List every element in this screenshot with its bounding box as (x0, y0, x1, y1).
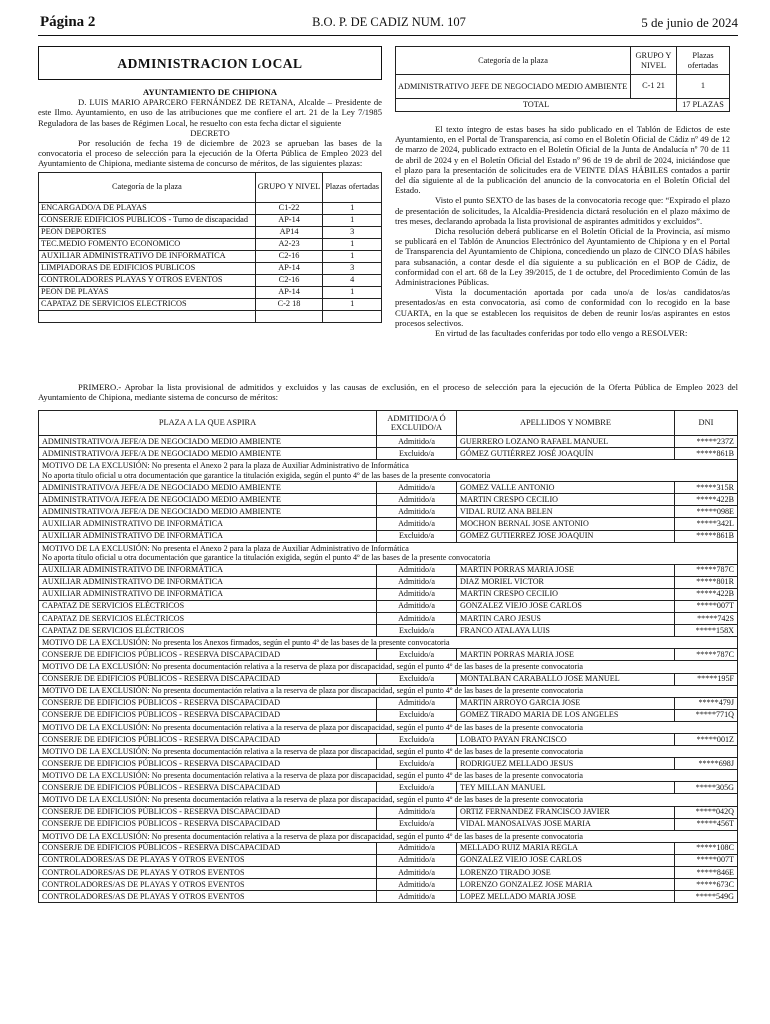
nombre-cell: VIDAL RUIZ ANA BELEN (457, 506, 675, 518)
nombre-cell: GONZALEZ VIEJO JOSE CARLOS (457, 600, 675, 612)
nombre-cell: MARTIN CRESPO CECILIO (457, 494, 675, 506)
plaza-grupo: C-2 18 (255, 298, 323, 310)
paragraph-resolver: En virtud de las facultades conferidas por todo ello vengo a RESOLVER: (435, 328, 688, 339)
plaza-cell: AUXILIAR ADMINISTRATIVO DE INFORMÁTICA (39, 564, 377, 576)
plaza-count: 1 (323, 214, 382, 226)
plazas-table-continued (395, 46, 730, 112)
decreto-heading: DECRETO (190, 127, 230, 138)
plazas-header-grupo: GRUPO Y NIVEL (255, 172, 323, 202)
nombre-cell: MOCHON BERNAL JOSE ANTONIO (457, 518, 675, 530)
page-header (40, 14, 738, 34)
dni-cell: *****861B (675, 448, 738, 460)
ayuntamiento-title: AYUNTAMIENTO DE CHIPIONA (142, 87, 278, 97)
table-row (39, 286, 382, 298)
nombre-cell: MONTALBAN CARABALLO JOSE MANUEL (457, 673, 675, 685)
dni-cell: *****673C (675, 879, 738, 891)
table-row (39, 202, 382, 214)
nombre-cell: LOBATO PAYAN FRANCISCO (457, 733, 675, 745)
plaza-cell: CONTROLADORES/AS DE PLAYAS Y OTROS EVENTOS (39, 854, 377, 866)
table-row (39, 758, 738, 770)
estado-cell: Excluido/a (377, 448, 457, 460)
estado-cell: Admitido/a (377, 588, 457, 600)
estado-cell: Excluido/a (377, 782, 457, 794)
table-row (39, 782, 738, 794)
nombre-cell: MARTIN ARROYO GARCIA JOSE (457, 697, 675, 709)
plaza-cell: CAPATAZ DE SERVICIOS ELÉCTRICOS (39, 625, 377, 637)
estado-cell: Excluido/a (377, 758, 457, 770)
plaza-grupo: AP-14 (255, 214, 323, 226)
plaza-cell: CONTROLADORES/AS DE PLAYAS Y OTROS EVENTOS (39, 891, 377, 903)
plaza-cell: CONSERJE DE EDIFICIOS PÚBLICOS - RESERVA DISCAPACIDAD (39, 818, 377, 830)
dni-cell: *****479J (675, 697, 738, 709)
estado-cell: Admitido/a (377, 842, 457, 854)
nombre-cell: MELLADO RUIZ MARIA REGLA (457, 842, 675, 854)
estado-cell: Admitido/a (377, 506, 457, 518)
paragraph-resolucion-bop: Dicha resolución deberá publicarse en el Boletín Oficial de la Provincia, así mismo se publicará en el Tablón de Anuncios Electrónico del Ayuntamiento de Chipiona y en el Portal de Transparencia del Ayuntamiento de Chipiona, concediendo un plazo de CINCO DÍAS hábiles para subsanación, a contar desde el día siguiente a su publicación en el BOP de Cádiz, de conformidad con el art. 68 de la Ley 39/2015, de 1 de octubre, del Procedimiento Común de las Administraciones Públicas. (395, 226, 730, 288)
dni-cell: *****742S (675, 613, 738, 625)
table-row (39, 518, 738, 530)
estado-cell: Admitido/a (377, 482, 457, 494)
exclusion-reason-text: MOTIVO DE LA EXCLUSIÓN: No presenta documentación relativa a la reserva de plaza por discapacidad, según el punto 4º de las bases de la presente convocatoria (42, 722, 584, 732)
dni-cell: *****098E (675, 506, 738, 518)
plaza-cell: CONTROLADORES/AS DE PLAYAS Y OTROS EVENTOS (39, 879, 377, 891)
left-column (38, 46, 382, 323)
plazas-header-cat: Categoría de la plaza (39, 172, 256, 202)
page-number: Página 2 (40, 14, 96, 30)
exclusion-reason-row (39, 661, 738, 673)
exclusion-reason-row (39, 770, 738, 782)
header-nombre: APELLIDOS Y NOMBRE (457, 411, 675, 436)
exclusion-reason (39, 830, 738, 842)
nombre-cell: VIDAL MANOSALVAS JOSE MARIA (457, 818, 675, 830)
admitidos-excluidos-table (38, 410, 738, 903)
exclusion-reason-text: MOTIVO DE LA EXCLUSIÓN: No presenta el Anexo 2 para la plaza de Auxiliar Administrativo de Informática (42, 543, 409, 553)
exclusion-reason-detail: No aporta título oficial u otra documentación que garantice la titulación exigida, según el punto 4º de las bases de la presente convocatoria (42, 553, 491, 563)
table-row-empty (39, 310, 382, 322)
nombre-cell: MARTIN CARO JESUS (457, 613, 675, 625)
dni-cell: *****422B (675, 588, 738, 600)
plaza-category: AUXILIAR ADMINISTRATIVO DE INFORMATICA (39, 250, 256, 262)
right-column (395, 46, 730, 338)
dni-cell: *****007T (675, 600, 738, 612)
estado-cell: Admitido/a (377, 867, 457, 879)
estado-cell: Admitido/a (377, 494, 457, 506)
plaza-cell: ADMINISTRATIVO/A JEFE/A DE NEGOCIADO MEDIO AMBIENTE (39, 494, 377, 506)
estado-cell: Admitido/a (377, 806, 457, 818)
estado-cell: Excluido/a (377, 673, 457, 685)
exclusion-reason (39, 661, 738, 673)
exclusion-reason-row (39, 794, 738, 806)
rt-header-plazas: Plazas ofertadas (677, 47, 730, 75)
table-row (39, 448, 738, 460)
dni-cell: *****158X (675, 625, 738, 637)
header-dni: DNI (675, 411, 738, 436)
plaza-grupo: C2-16 (255, 250, 323, 262)
nombre-cell: DIAZ MORIEL VICTOR (457, 576, 675, 588)
estado-cell: Admitido/a (377, 436, 457, 448)
bulletin-title: B.O. P. DE CADIZ NUM. 107 (312, 15, 466, 29)
exclusion-reason (39, 637, 738, 649)
dni-cell: *****042Q (675, 806, 738, 818)
table-row (39, 673, 738, 685)
nombre-cell: RODRIGUEZ MELLADO JESUS (457, 758, 675, 770)
plaza-count: 1 (323, 298, 382, 310)
table-row (39, 697, 738, 709)
estado-cell: Excluido/a (377, 709, 457, 721)
plaza-grupo: C2-16 (255, 274, 323, 286)
nombre-cell: GOMEZ GUTIERREZ JOSE JOAQUIN (457, 530, 675, 542)
header-rule (38, 35, 738, 36)
estado-cell: Admitido/a (377, 697, 457, 709)
table-row (39, 867, 738, 879)
exclusion-reason-text: MOTIVO DE LA EXCLUSIÓN: No presenta los Anexos firmados, según el punto 4º de las bases de la presente convocatoria (42, 638, 450, 648)
table-row (39, 733, 738, 745)
exclusion-reason-text: MOTIVO DE LA EXCLUSIÓN: No presenta documentación relativa a la reserva de plaza por discapacidad, según el punto 4º de las bases de la presente convocatoria (42, 771, 584, 781)
plaza-cell: CAPATAZ DE SERVICIOS ELÉCTRICOS (39, 600, 377, 612)
empty-cell (39, 310, 256, 322)
plaza-cell: ADMINISTRATIVO/A JEFE/A DE NEGOCIADO MEDIO AMBIENTE (39, 436, 377, 448)
empty-cell (323, 310, 382, 322)
exclusion-reason (39, 794, 738, 806)
dni-cell: *****001Z (675, 733, 738, 745)
plaza-category: PEON DEPORTES (39, 226, 256, 238)
exclusion-reason-text: MOTIVO DE LA EXCLUSIÓN: No presenta documentación relativa a la reserva de plaza por discapacidad, según el punto 4º de las bases de la presente convocatoria (42, 795, 584, 805)
exclusion-reason (39, 685, 738, 697)
table-row (39, 214, 382, 226)
plaza-cell: AUXILIAR ADMINISTRATIVO DE INFORMÁTICA (39, 530, 377, 542)
exclusion-reason-text: MOTIVO DE LA EXCLUSIÓN: No presenta documentación relativa a la reserva de plaza por discapacidad, según el punto 4º de las bases de la presente convocatoria (42, 746, 584, 756)
table-row (39, 842, 738, 854)
table-row (39, 274, 382, 286)
empty-cell (255, 310, 323, 322)
dni-cell: *****698J (675, 758, 738, 770)
rt-cell-plazas: 1 (677, 75, 730, 99)
table-row (39, 806, 738, 818)
exclusion-reason-row (39, 746, 738, 758)
table-row (39, 891, 738, 903)
table-row (39, 238, 382, 250)
rt-header-cat: Categoría de la plaza (396, 47, 631, 75)
header-plaza: PLAZA A LA QUE ASPIRA (39, 411, 377, 436)
plaza-cell: AUXILIAR ADMINISTRATIVO DE INFORMÁTICA (39, 518, 377, 530)
exclusion-reason-row (39, 685, 738, 697)
table-row (39, 854, 738, 866)
plaza-category: TEC.MEDIO FOMENTO ECONOMICO (39, 238, 256, 250)
exclusion-reason (39, 770, 738, 782)
primero-paragraph: PRIMERO.- Aprobar la lista provisional de admitidos y excluidos y las causas de exclusión, en el proceso de selección para la ejecución de la Oferta Pública de Empleo 2023 del Ayuntamiento de Chipiona, mediante sistema de concurso de méritos: (38, 382, 738, 403)
dni-cell: *****315R (675, 482, 738, 494)
total-value: 17 PLAZAS (677, 99, 730, 112)
exclusion-reason (39, 746, 738, 758)
exclusion-reason-text: MOTIVO DE LA EXCLUSIÓN: No presenta documentación relativa a la reserva de plaza por discapacidad, según el punto 4º de las bases de la presente convocatoria (42, 662, 584, 672)
table-row (39, 262, 382, 274)
plaza-grupo: AP-14 (255, 262, 323, 274)
table-row (39, 818, 738, 830)
table-row (39, 226, 382, 238)
plaza-cell: CAPATAZ DE SERVICIOS ELÉCTRICOS (39, 613, 377, 625)
exclusion-reason-row (39, 637, 738, 649)
plaza-cell: CONSERJE DE EDIFICIOS PÚBLICOS - RESERVA DISCAPACIDAD (39, 673, 377, 685)
plaza-cell: CONTROLADORES/AS DE PLAYAS Y OTROS EVENTOS (39, 867, 377, 879)
dni-cell: *****237Z (675, 436, 738, 448)
estado-cell: Excluido/a (377, 625, 457, 637)
table-row (39, 649, 738, 661)
section-title: ADMINISTRACION LOCAL (38, 46, 382, 80)
estado-cell: Excluido/a (377, 733, 457, 745)
exclusion-reason-row (39, 460, 738, 482)
table-row (39, 436, 738, 448)
nombre-cell: MARTIN PORRAS MARIA JOSE (457, 564, 675, 576)
plaza-cell: CONSERJE DE EDIFICIOS PÚBLICOS - RESERVA DISCAPACIDAD (39, 758, 377, 770)
plaza-category: PEON DE PLAYAS (39, 286, 256, 298)
nombre-cell: MARTIN CRESPO CECILIO (457, 588, 675, 600)
plaza-category: ENCARGADO/A DE PLAYAS (39, 202, 256, 214)
plaza-count: 1 (323, 250, 382, 262)
resolucion-paragraph: Por resolución de fecha 19 de diciembre de 2023 se aprueban las bases de la convocatoria el proceso de selección para la ejecución de la Oferta Pública de Empleo 2023 del Ayuntamiento de Chipiona, mediante sistema de concurso de méritos, de las siguientes plazas: (38, 138, 382, 169)
plaza-grupo: AP-14 (255, 286, 323, 298)
table-row (39, 613, 738, 625)
dni-cell: *****195F (675, 673, 738, 685)
estado-cell: Admitido/a (377, 564, 457, 576)
nombre-cell: LORENZO GONZALEZ JOSE MARIA (457, 879, 675, 891)
plaza-cell: ADMINISTRATIVO/A JEFE/A DE NEGOCIADO MEDIO AMBIENTE (39, 448, 377, 460)
nombre-cell: TEY MILLAN MANUEL (457, 782, 675, 794)
estado-cell: Admitido/a (377, 518, 457, 530)
table-row (39, 588, 738, 600)
nombre-cell: GOMEZ TIRADO MARIA DE LOS ANGELES (457, 709, 675, 721)
plaza-count: 1 (323, 286, 382, 298)
rt-cell-grupo: C-1 21 (631, 75, 677, 99)
plaza-cell: ADMINISTRATIVO/A JEFE/A DE NEGOCIADO MEDIO AMBIENTE (39, 506, 377, 518)
plaza-category: LIMPIADORAS DE EDIFICIOS PUBLICOS (39, 262, 256, 274)
plaza-cell: AUXILIAR ADMINISTRATIVO DE INFORMÁTICA (39, 576, 377, 588)
estado-cell: Admitido/a (377, 854, 457, 866)
paragraph-sexto: Visto el punto SEXTO de las bases de la convocatoria recoge que: “Expirado el plazo de presentación de solicitudes, la Alcaldía-Presidencia dictará resolución en el plazo máximo de tres meses, declarando aprobada la lista provisional de aspirantes admitidos y excluidos”. (395, 195, 730, 226)
plaza-cell: CONSERJE DE EDIFICIOS PÚBLICOS - RESERVA DISCAPACIDAD (39, 697, 377, 709)
exclusion-reason (39, 542, 738, 564)
plaza-cell: ADMINISTRATIVO/A JEFE/A DE NEGOCIADO MEDIO AMBIENTE (39, 482, 377, 494)
table-row (396, 75, 730, 99)
plaza-grupo: A2-23 (255, 238, 323, 250)
exclusion-reason-row (39, 721, 738, 733)
table-row (39, 482, 738, 494)
table-row (39, 530, 738, 542)
nombre-cell: MARTIN PORRAS MARIA JOSE (457, 649, 675, 661)
plazas-header-plazas: Plazas ofertadas (323, 172, 382, 202)
table-row (39, 709, 738, 721)
dni-cell: *****801R (675, 576, 738, 588)
plaza-cell: CONSERJE DE EDIFICIOS PÚBLICOS - RESERVA DISCAPACIDAD (39, 733, 377, 745)
exclusion-reason-row (39, 830, 738, 842)
exclusion-reason-text: MOTIVO DE LA EXCLUSIÓN: No presenta el Anexo 2 para la plaza de Auxiliar Administrativo de Informática (42, 461, 409, 471)
nombre-cell: GÓMEZ GUTIÉRREZ JOSÉ JOAQUÍN (457, 448, 675, 460)
plaza-cell: CONSERJE DE EDIFICIOS PÚBLICOS - RESERVA DISCAPACIDAD (39, 649, 377, 661)
plaza-count: 4 (323, 274, 382, 286)
paragraph-documentacion: Vista la documentación aportada por cada uno/a de los/as candidatos/as presentados/as en esta convocatoria, así como de conformidad con lo recogido en la base CUARTA, en la que se establecen los requisitos de deben de reunir los/as aspirantes en estos procesos selectivos. (395, 287, 730, 328)
dni-cell: *****549G (675, 891, 738, 903)
table-row (39, 494, 738, 506)
exclusion-reason-detail: No aporta título oficial u otra documentación que garantice la titulación exigida, según el punto 4º de las bases de la presente convocatoria (42, 470, 491, 480)
table-row (39, 879, 738, 891)
nombre-cell: ORTIZ FERNANDEZ FRANCISCO JAVIER (457, 806, 675, 818)
table-row (39, 564, 738, 576)
plaza-cell: CONSERJE DE EDIFICIOS PÚBLICOS - RESERVA DISCAPACIDAD (39, 782, 377, 794)
nombre-cell: LOPEZ MELLADO MARIA JOSE (457, 891, 675, 903)
table-row (39, 600, 738, 612)
plaza-cell: CONSERJE DE EDIFICIOS PÚBLICOS - RESERVA DISCAPACIDAD (39, 806, 377, 818)
estado-cell: Admitido/a (377, 576, 457, 588)
plaza-count: 1 (323, 202, 382, 214)
exclusion-reason-text: MOTIVO DE LA EXCLUSIÓN: No presenta documentación relativa a la reserva de plaza por discapacidad, según el punto 4º de las bases de la presente convocatoria (42, 686, 584, 696)
table-row (39, 298, 382, 310)
plaza-count: 1 (323, 238, 382, 250)
plaza-count: 3 (323, 226, 382, 238)
intro-paragraph: D. LUIS MARIO APARCERO FERNÁNDEZ DE RETANA, Alcalde – Presidente de este Ilmo. Ayuntamiento, en uso de las atribuciones que me confiere el art. 21 de la Ley 7/1985 Reguladora de las bases de Régimen Local, he resuelto con esta fecha dictar el siguiente (38, 97, 382, 128)
plaza-grupo: C1-22 (255, 202, 323, 214)
nombre-cell: GUERRERO LOZANO RAFAEL MANUEL (457, 436, 675, 448)
plaza-category: CONTROLADORES PLAYAS Y OTROS EVENTOS (39, 274, 256, 286)
table-row (39, 576, 738, 588)
dni-cell: *****456T (675, 818, 738, 830)
dni-cell: *****787C (675, 564, 738, 576)
plaza-count: 3 (323, 262, 382, 274)
nombre-cell: LORENZO TIRADO JOSE (457, 867, 675, 879)
table-row (39, 625, 738, 637)
paragraph-publicacion: El texto íntegro de estas bases ha sido publicado en el Tablón de Edictos de este Ayuntamiento, en el Portal de Transparencia, así como en el Boletín Oficial de Cádiz nº 49 de 12 de marzo de 2024, publicado extracto en el Boletín Oficial de la Junta de Andalucía nº 70 de 11 de abril de 2024 y en el Boletín Oficial del Estado nº 96 de 19 de abril de 2024, iniciándose que el plazo para la presentación de solicitudes era de VEINTE DÍAS HÁBILES contados a partir del día siguiente al de la publicación del anuncio de la convocatoria en el Boletín Oficial del Estado. (395, 124, 730, 196)
plaza-category: CONSERJE EDIFICIOS PUBLICOS - Turno de discapacidad (39, 214, 256, 226)
exclusion-reason (39, 721, 738, 733)
plaza-grupo: AP14 (255, 226, 323, 238)
estado-cell: Excluido/a (377, 649, 457, 661)
nombre-cell: FRANCO ATALAYA LUIS (457, 625, 675, 637)
dni-cell: *****108C (675, 842, 738, 854)
nombre-cell: GOMEZ VALLE ANTONIO (457, 482, 675, 494)
estado-cell: Admitido/a (377, 891, 457, 903)
plaza-cell: CONSERJE DE EDIFICIOS PÚBLICOS - RESERVA DISCAPACIDAD (39, 842, 377, 854)
estado-cell: Excluido/a (377, 530, 457, 542)
rt-header-grupo: GRUPO Y NIVEL (631, 47, 677, 75)
dni-cell: *****771Q (675, 709, 738, 721)
total-row (396, 99, 730, 112)
estado-cell: Admitido/a (377, 613, 457, 625)
table-row (39, 506, 738, 518)
dni-cell: *****342L (675, 518, 738, 530)
plaza-cell: AUXILIAR ADMINISTRATIVO DE INFORMÁTICA (39, 588, 377, 600)
table-row (39, 250, 382, 262)
estado-cell: Excluido/a (377, 818, 457, 830)
exclusion-reason (39, 460, 738, 482)
dni-cell: *****787C (675, 649, 738, 661)
exclusion-reason-text: MOTIVO DE LA EXCLUSIÓN: No presenta documentación relativa a la reserva de plaza por discapacidad, según el punto 4º de las bases de la presente convocatoria (42, 831, 584, 841)
header-estado: ADMITIDO/A Ó EXCLUIDO/A (377, 411, 457, 436)
estado-cell: Admitido/a (377, 879, 457, 891)
dni-cell: *****007T (675, 854, 738, 866)
dni-cell: *****305G (675, 782, 738, 794)
plaza-category: CAPATAZ DE SERVICIOS ELECTRICOS (39, 298, 256, 310)
exclusion-reason-row (39, 542, 738, 564)
plazas-table (38, 172, 382, 323)
nombre-cell: GONZALEZ VIEJO JOSE CARLOS (457, 854, 675, 866)
rt-cell-cat: ADMINISTRATIVO JEFE DE NEGOCIADO MEDIO AMBIENTE (396, 75, 631, 99)
total-label: TOTAL (396, 99, 677, 112)
plaza-cell: CONSERJE DE EDIFICIOS PÚBLICOS - RESERVA DISCAPACIDAD (39, 709, 377, 721)
dni-cell: *****846E (675, 867, 738, 879)
dni-cell: *****861B (675, 530, 738, 542)
publication-date: 5 de junio de 2024 (641, 15, 738, 30)
dni-cell: *****422B (675, 494, 738, 506)
estado-cell: Admitido/a (377, 600, 457, 612)
